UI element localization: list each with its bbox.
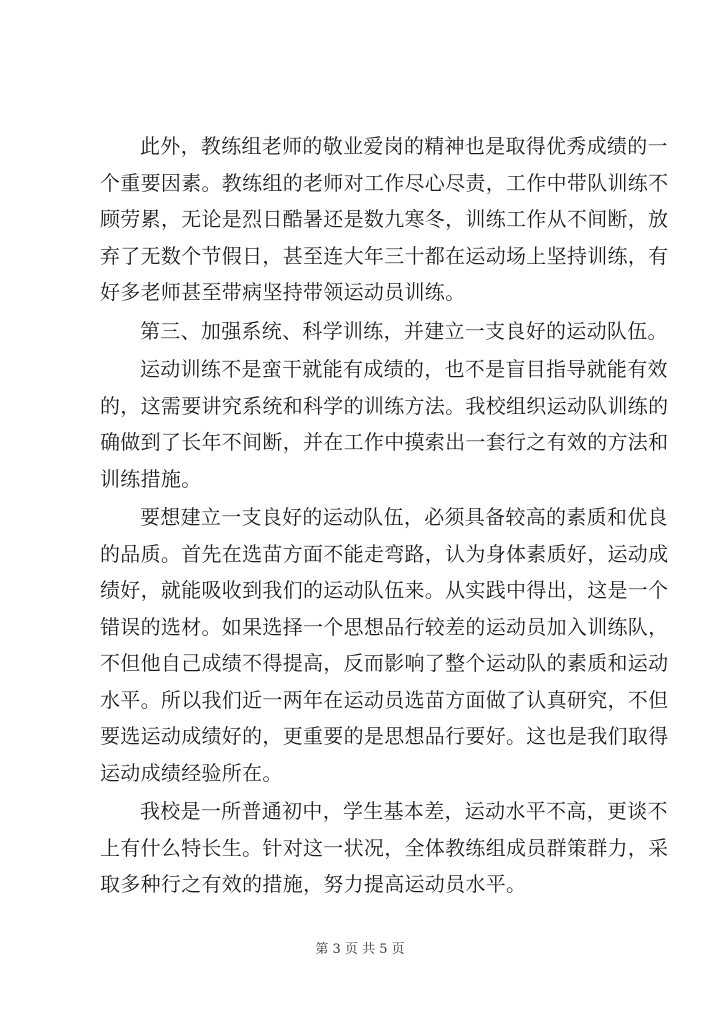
text-line: 错误的选材。如果选择一个思想品行较差的运动员加入训练队， (100, 614, 669, 639)
text-line: 此外，教练组老师的敬业爱岗的精神也是取得优秀成绩的一 (140, 134, 668, 158)
paragraph (100, 351, 669, 497)
text-line: 训练措施。 (100, 466, 202, 491)
text-line: 弃了无数个节假日，甚至连大年三十都在运动场上坚持训练，有 (100, 243, 669, 268)
paragraph (100, 793, 669, 903)
text-line: 的品质。首先在选苗方面不能走弯路，认为身体素质好，运动成 (100, 541, 669, 566)
document-body (100, 128, 669, 905)
text-line: 确做到了长年不间断，并在工作中摸索出一套行之有效的方法和 (100, 430, 669, 454)
page-number-footer: 第 3 页 共 5 页 (315, 942, 405, 957)
paragraph (100, 499, 669, 791)
text-line: 的，这需要讲究系统和科学的训练方法。我校组织运动队训练的 (100, 393, 669, 418)
text-line: 上有什么特长生。针对这一状况，全体教练组成员群策群力，采 (100, 835, 669, 860)
text-line: 运动训练不是蛮干就能有成绩的，也不是盲目指导就能有效 (140, 357, 668, 381)
text-line: 顾劳累，无论是烈日酷暑还是数九寒冬，训练工作从不间断，放 (100, 207, 669, 231)
text-line: 绩好，就能吸收到我们的运动队伍来。从实践中得出，这是一个 (100, 578, 669, 602)
text-line: 运动成绩经验所在。 (100, 760, 283, 785)
text-line: 要选运动成绩好的，更重要的是思想品行要好。这也是我们取得 (100, 724, 669, 748)
text-line: 取多种行之有效的措施，努力提高运动员水平。 (100, 872, 527, 896)
text-line: 好多老师甚至带病坚持带领运动员训练。 (100, 280, 466, 304)
paragraph (100, 313, 668, 350)
section-heading: 第三、加强系统、科学训练，并建立一支良好的运动队伍。 (140, 318, 668, 343)
text-line: 个重要因素。教练组的老师对工作尽心尽责，工作中带队训练不 (100, 170, 669, 195)
paragraph (100, 128, 669, 311)
text-line: 要想建立一支良好的运动队伍，必须具备较高的素质和优良 (140, 505, 668, 529)
text-line: 我校是一所普通初中，学生基本差，运动水平不高，更谈不 (140, 799, 668, 823)
text-line: 水平。所以我们近一两年在运动员选苗方面做了认真研究，不但 (100, 687, 669, 712)
text-line: 不但他自己成绩不得提高，反而影响了整个运动队的素质和运动 (100, 651, 669, 675)
